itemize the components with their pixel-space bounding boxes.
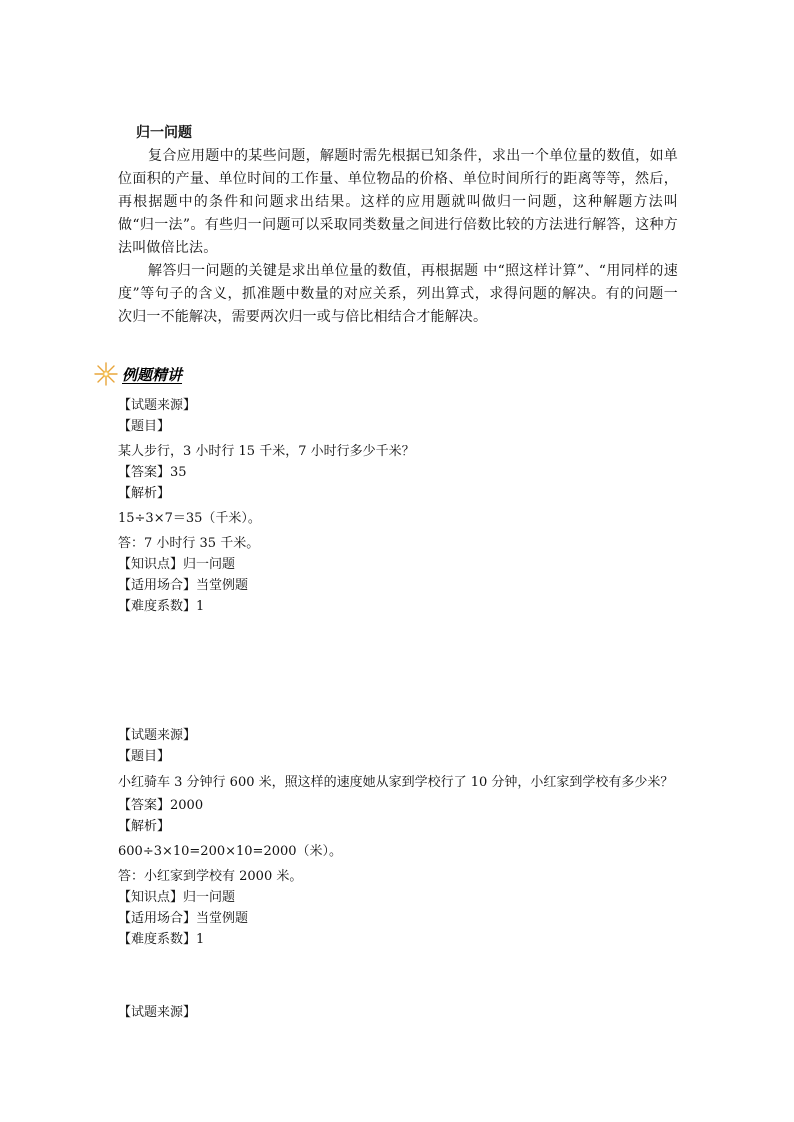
analysis-label: 【解析】 bbox=[118, 819, 171, 834]
analysis-label: 【解析】 bbox=[118, 486, 171, 501]
answer-label: 【答案】35 bbox=[118, 465, 187, 480]
intro-paragraph-1: 复合应用题中的某些问题，解题时需先根据已知条件，求出一个单位量的数值，如单位面积的产量、单位时间的工作量、单位物品的价格、单位时间所行的距离等等，然后，再根据题中的条件和问题求出结果。这样的应用题就叫做归一问题，这种解题方法叫做“归一法”。有些归一问题可以采取同类数量之间进行倍数比较的方法进行解答，这种方法叫做倍比法。 bbox=[118, 148, 678, 256]
question-text: 某人步行，3 小时行 15 千米，7 小时行多少千米？ bbox=[118, 444, 415, 459]
question-label: 【题目】 bbox=[118, 419, 171, 434]
question-label: 【题目】 bbox=[118, 749, 171, 764]
example-problem-1 bbox=[118, 395, 688, 617]
answer-label: 【答案】2000 bbox=[118, 798, 204, 813]
solution-line-2: 答：小红家到学校有 2000 米。 bbox=[118, 869, 303, 884]
section-title: 例题精讲 bbox=[122, 365, 183, 384]
intro-paragraph-2: 解答归一问题的关键是求出单位量的数值，再根据题 中“照这样计算”、“用同样的速度”等句子的含义，抓准题中数量的对应关系，列出算式，求得问题的解决。有的问题一次归一不能解决，需要两次归一或与倍比相结合才能解决。 bbox=[118, 263, 678, 325]
example-problem-3 bbox=[118, 1002, 688, 1023]
difficulty-label: 【难度系数】1 bbox=[118, 599, 205, 614]
occasion-label: 【适用场合】当堂例题 bbox=[118, 911, 249, 926]
source-label: 【试题来源】 bbox=[118, 398, 197, 413]
sparkle-star-icon bbox=[92, 361, 120, 387]
intro-title: 归一问题 bbox=[136, 125, 192, 141]
solution-line-2: 答：7 小时行 35 千米。 bbox=[118, 536, 260, 551]
section-header bbox=[92, 361, 182, 387]
solution-line-1: 15÷3×7＝35（千米）。 bbox=[118, 511, 261, 526]
question-text: 小红骑车 3 分钟行 600 米，照这样的速度她从家到学校行了 10 分钟，小红家到学校有多少米？ bbox=[118, 775, 674, 790]
occasion-label: 【适用场合】当堂例题 bbox=[118, 578, 249, 593]
intro-section bbox=[118, 122, 678, 329]
source-label: 【试题来源】 bbox=[118, 1005, 197, 1020]
example-problem-2 bbox=[118, 725, 688, 950]
source-label: 【试题来源】 bbox=[118, 728, 197, 743]
knowledge-label: 【知识点】归一问题 bbox=[118, 890, 236, 905]
difficulty-label: 【难度系数】1 bbox=[118, 932, 205, 947]
knowledge-label: 【知识点】归一问题 bbox=[118, 557, 236, 572]
solution-line-1: 600÷3×10=200×10=2000（米）。 bbox=[118, 844, 343, 859]
